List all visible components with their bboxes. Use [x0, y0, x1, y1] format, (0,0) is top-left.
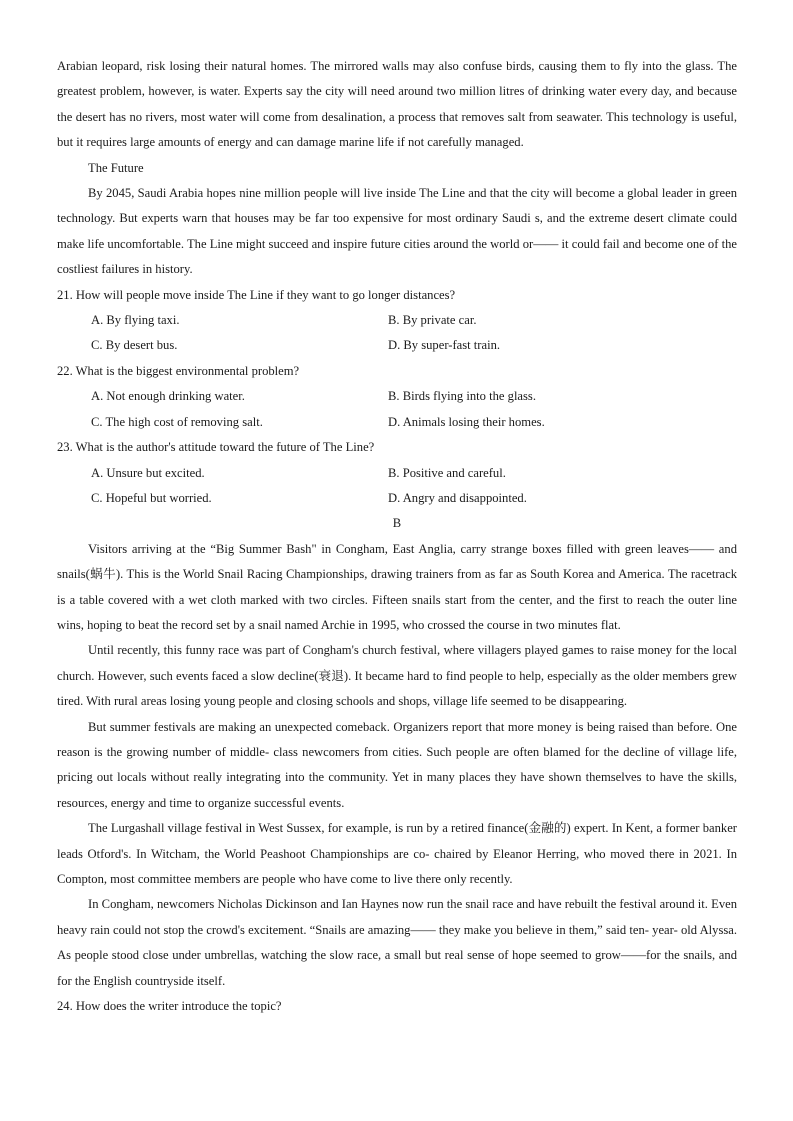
- question-stem: 21. How will people move inside The Line if they want to go longer distances?: [57, 287, 456, 302]
- question-23: [57, 435, 737, 511]
- passage-b-paragraph-1: Visitors arriving at the “Big Summer Bash" in Congham, East Anglia, carry strange boxes filled with green leaves—— and snails(蜗牛). This is the World Snail Racing Championships, drawing trainers from as far as South Korea and America. The racetrack is a table covered with a wet cloth marked with two circles. Fifteen snails start from the center, and the first to reach the outer line wins, hoping to beat the record set by a snail named Archie in 1995, who crossed the course in two minutes flat.: [57, 541, 737, 632]
- option-c: C. Hopeful but worried.: [91, 490, 212, 505]
- section-label-b: B: [392, 516, 402, 531]
- passage-a-paragraph-continued: Arabian leopard, risk losing their natural homes. The mirrored walls may also confuse birds, causing them to fly into the glass. The greatest problem, however, is water. Experts say the city will need around two million litres of drinking water every day, and because the desert has no rivers, most water will come from desalination, a process that removes salt from seawater. This technology is useful, but it requires large amounts of energy and can damage marine life if not carefully managed.: [57, 59, 737, 150]
- question-stem: 23. What is the author's attitude toward the future of The Line?: [57, 440, 375, 455]
- question-22: [57, 359, 737, 435]
- option-a: A. Unsure but excited.: [91, 465, 205, 480]
- passage-a-paragraph-future: By 2045, Saudi Arabia hopes nine million people will live inside The Line and that the city will become a global leader in green technology. But experts warn that houses may be far too expensive for most ordinary Saudi s, and the extreme desert climate could make life uncomfortable. The Line might succeed and inspire future cities around the world or—— it could fail and become one of the costliest failures in history.: [57, 186, 737, 277]
- section-heading-future: The Future: [88, 160, 144, 175]
- option-a: A. By flying taxi.: [91, 313, 180, 328]
- exam-page: [57, 54, 737, 1019]
- option-c: C. The high cost of removing salt.: [91, 414, 263, 429]
- option-a: A. Not enough drinking water.: [91, 389, 245, 404]
- option-d: D. Animals losing their homes.: [388, 414, 545, 429]
- option-b: B. By private car.: [388, 313, 477, 328]
- passage-b-paragraph-2: Until recently, this funny race was part of Congham's church festival, where villagers played games to raise money for the local church. However, such events faced a slow decline(衰退). It became hard to find people to help, especially as the older members grew tired. With rural areas losing young people and closing schools and shops, village life seemed to be disappearing.: [57, 643, 737, 709]
- question-24-stem: 24. How does the writer introduce the topic?: [57, 999, 282, 1014]
- option-grid: [57, 308, 737, 359]
- option-d: D. Angry and disappointed.: [388, 490, 527, 505]
- option-d: D. By super-fast train.: [388, 338, 501, 353]
- option-b: B. Positive and careful.: [388, 465, 506, 480]
- option-grid: [57, 384, 737, 435]
- option-grid: [57, 461, 737, 512]
- passage-b-paragraph-3: But summer festivals are making an unexpected comeback. Organizers report that more money is being raised than before. One reason is the growing number of middle- class newcomers from cities. Such people are often blamed for the decline of village life, pricing out locals without really integrating into the community. Yet in many places they have shown themselves to have the skills, resources, energy and time to organize successful events.: [57, 719, 737, 810]
- option-b: B. Birds flying into the glass.: [388, 389, 536, 404]
- question-21: [57, 283, 737, 359]
- question-stem: 22. What is the biggest environmental problem?: [57, 363, 300, 378]
- option-c: C. By desert bus.: [91, 338, 178, 353]
- passage-b-paragraph-4: The Lurgashall village festival in West Sussex, for example, is run by a retired finance(金融的) expert. In Kent, a former banker leads Otford's. In Witcham, the World Peashoot Championships are co- chaired by Eleanor Herring, who moved there in 2021. In Compton, most committee members are people who have come to live there only recently.: [57, 821, 737, 886]
- passage-b-paragraph-5: In Congham, newcomers Nicholas Dickinson and Ian Haynes now run the snail race and have rebuilt the festival around it. Even heavy rain could not stop the crowd's excitement. “Snails are amazing—— they make you believe in them,” said ten- year- old Alyssa. As people stood close under umbrellas, watching the slow race, a small but real sense of hope seemed to grow——for the snails, and for the English countryside itself.: [57, 897, 737, 988]
